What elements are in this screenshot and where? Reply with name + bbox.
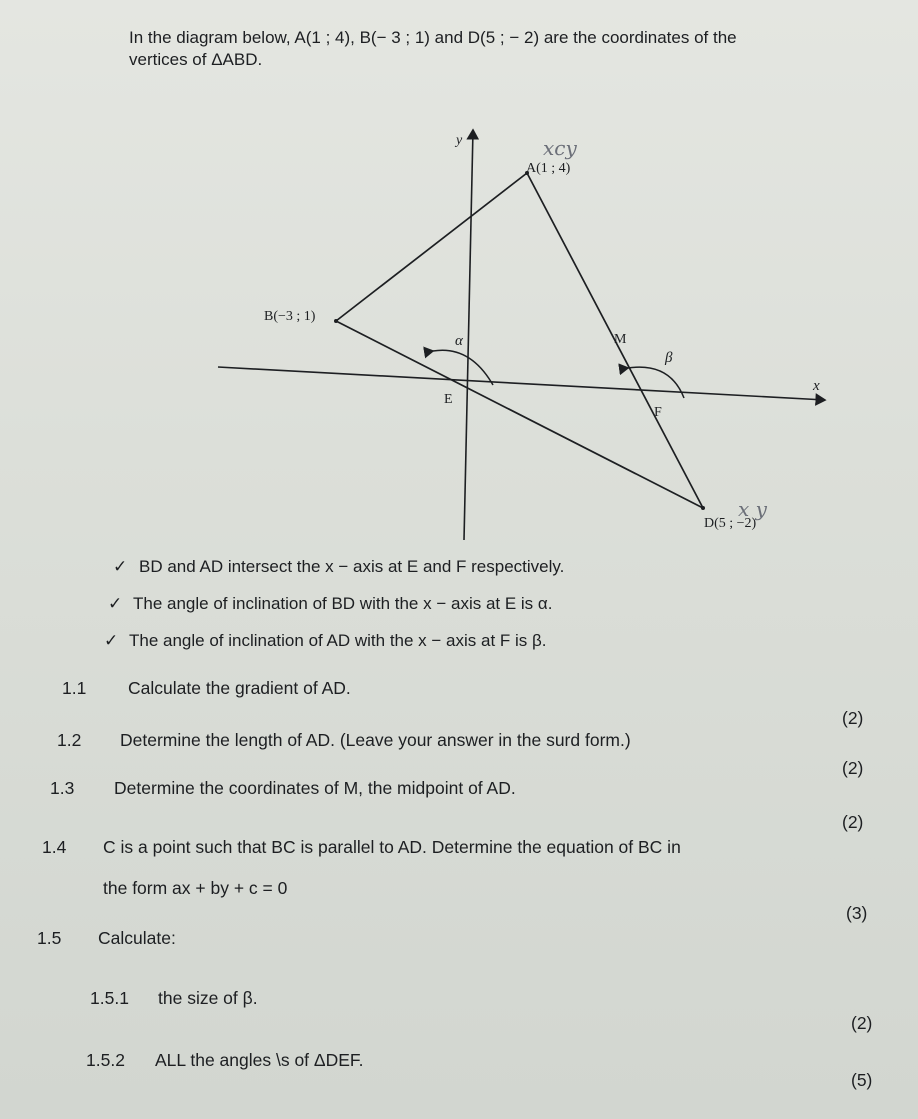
question-1-4-marks: (3) bbox=[846, 903, 868, 923]
question-1-5-text: Calculate: bbox=[98, 928, 176, 948]
question-1-5-1-text: the size of β. bbox=[158, 988, 258, 1008]
question-1-1-marks: (2) bbox=[842, 708, 864, 728]
check-mark-2: ✓ bbox=[108, 594, 123, 613]
check-mark-1: ✓ bbox=[113, 557, 128, 576]
check-text-1: BD and AD intersect the x − axis at E and F respectively. bbox=[139, 557, 565, 576]
label-e: E bbox=[444, 392, 453, 407]
question-1-5-number: 1.5 bbox=[37, 928, 62, 948]
label-a: A(1 ; 4) bbox=[526, 161, 571, 176]
question-1-3-number: 1.3 bbox=[50, 778, 75, 798]
label-f: F bbox=[654, 405, 662, 420]
intro-line-2: vertices of ΔABD. bbox=[129, 50, 263, 69]
question-1-1-text: Calculate the gradient of AD. bbox=[128, 678, 351, 698]
question-1-4-text: C is a point such that BC is parallel to AD. Determine the equation of BC in bbox=[103, 837, 681, 857]
x-axis-label: x bbox=[813, 378, 820, 394]
question-1-5-2-marks: (5) bbox=[851, 1070, 873, 1090]
question-1-3-marks: (2) bbox=[842, 812, 864, 832]
y-axis-label: y bbox=[456, 133, 463, 148]
x-axis bbox=[218, 367, 825, 400]
question-1-4-text-form: the form ax + by + c = 0 bbox=[103, 878, 288, 898]
handwriting-d: x y bbox=[738, 497, 767, 521]
point-b bbox=[334, 319, 338, 323]
check-mark-3: ✓ bbox=[104, 631, 119, 650]
question-1-5-2-text: ALL the angles \s of ΔDEF. bbox=[155, 1050, 364, 1070]
question-1-1-number: 1.1 bbox=[62, 678, 87, 698]
question-1-5-1-marks: (2) bbox=[851, 1013, 873, 1033]
question-1-2-text: Determine the length of AD. (Leave your answer in the surd form.) bbox=[120, 730, 631, 750]
side-bd bbox=[336, 321, 703, 508]
label-m: M bbox=[614, 332, 627, 347]
question-1-5-1-number: 1.5.1 bbox=[90, 988, 129, 1008]
check-text-3: The angle of inclination of AD with the x − axis at F is β. bbox=[129, 631, 547, 650]
question-1-3-text: Determine the coordinates of M, the midpoint of AD. bbox=[114, 778, 516, 798]
question-1-2-marks: (2) bbox=[842, 758, 864, 778]
label-d: D(5 ; −2) bbox=[704, 516, 757, 531]
question-1-2-number: 1.2 bbox=[57, 730, 82, 750]
intro-line-1: In the diagram below, A(1 ; 4), B(− 3 ; 1) and D(5 ; − 2) are the coordinates of the bbox=[129, 28, 737, 47]
y-axis bbox=[464, 130, 473, 540]
question-1-5-2-number: 1.5.2 bbox=[86, 1050, 125, 1070]
label-b: B(−3 ; 1) bbox=[264, 309, 316, 324]
question-1-4-number: 1.4 bbox=[42, 837, 67, 857]
check-text-2: The angle of inclination of BD with the x − axis at E is α. bbox=[133, 594, 553, 613]
point-d bbox=[701, 506, 705, 510]
side-ab bbox=[336, 173, 527, 321]
handwriting-a: xcy bbox=[543, 136, 577, 160]
label-beta: β bbox=[665, 350, 673, 366]
label-alpha: α bbox=[455, 333, 463, 349]
